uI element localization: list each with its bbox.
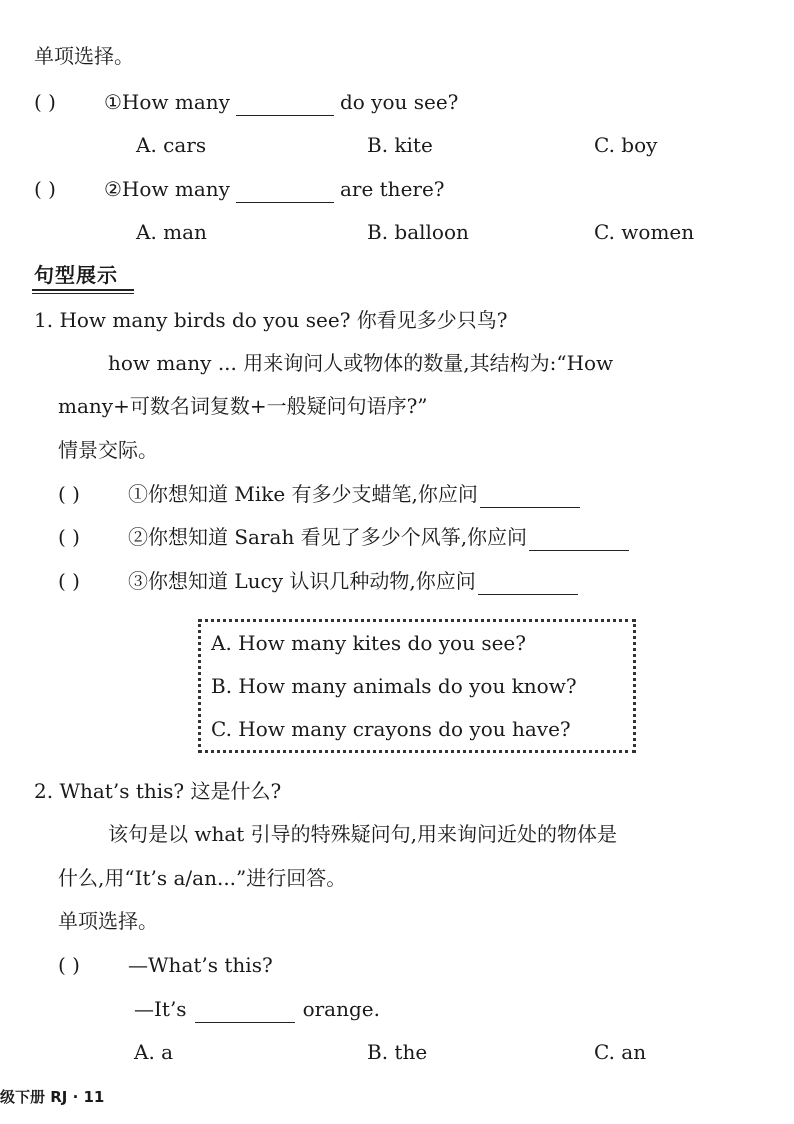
dialogue-line-2-suffix: orange.: [302, 997, 380, 1021]
dialogue-item-text: ③你想知道 Lucy 认识几种动物,你应问: [128, 569, 476, 593]
instruction-single-choice: 单项选择。: [34, 44, 134, 68]
option-a[interactable]: A. cars: [136, 133, 207, 157]
section-heading: 句型展示: [34, 263, 118, 287]
option-b[interactable]: B. kite: [367, 133, 433, 157]
question-1: [34, 88, 458, 116]
answer-blank[interactable]: [529, 530, 629, 551]
question-1-prefix: ①How many: [104, 90, 230, 114]
dialogue-item: [58, 480, 586, 508]
option-a[interactable]: A. a: [134, 1040, 174, 1064]
dialogue-line-2: [134, 995, 380, 1023]
answer-blank[interactable]: [195, 1002, 295, 1023]
answer-blank[interactable]: [236, 182, 334, 203]
dialogue-line-1: —What’s this?: [128, 953, 273, 977]
answer-bracket[interactable]: ( ): [58, 953, 80, 977]
point-2-explanation-line-1: 该句是以 what 引导的特殊疑问句,用来询问近处的物体是: [108, 822, 618, 846]
point-2-explanation-line-2: 什么,用“It’s a/an...”进行回答。: [58, 866, 347, 890]
answer-bracket[interactable]: ( ): [58, 525, 80, 549]
answer-bracket[interactable]: ( ): [34, 90, 56, 114]
question-1-suffix: do you see?: [339, 90, 459, 114]
page-footer: 级下册 RJ · 11: [0, 1088, 105, 1106]
dialogue-item: [58, 523, 635, 551]
answer-blank[interactable]: [480, 487, 580, 508]
point-1-explanation-line-2: many+可数名词复数+一般疑问句语序?”: [58, 394, 428, 418]
point-2-question: [58, 951, 273, 979]
point-2-task: 单项选择。: [58, 909, 158, 933]
dialogue-line-2-prefix: —It’s: [134, 997, 187, 1021]
box-option-b: B. How many animals do you know?: [211, 674, 577, 698]
answer-blank[interactable]: [478, 574, 578, 595]
point-1-explanation-line-1: how many ... 用来询问人或物体的数量,其结构为:“How: [108, 351, 614, 375]
answer-blank[interactable]: [236, 95, 334, 116]
option-c[interactable]: C. boy: [594, 133, 658, 157]
question-2-prefix: ②How many: [104, 177, 230, 201]
answer-bracket[interactable]: ( ): [58, 569, 80, 593]
dialogue-item: [58, 567, 584, 595]
option-c[interactable]: C. women: [594, 220, 695, 244]
question-2: [34, 175, 445, 203]
box-option-c: C. How many crayons do you have?: [211, 717, 571, 741]
point-1-task: 情景交际。: [58, 438, 158, 462]
option-c[interactable]: C. an: [594, 1040, 647, 1064]
answer-bracket[interactable]: ( ): [58, 482, 80, 506]
answer-bracket[interactable]: ( ): [34, 177, 56, 201]
heading-underline: [32, 289, 134, 294]
question-2-suffix: are there?: [339, 177, 445, 201]
box-option-a: A. How many kites do you see?: [211, 631, 526, 655]
option-a[interactable]: A. man: [136, 220, 207, 244]
dialogue-item-text: ②你想知道 Sarah 看见了多少个风筝,你应问: [128, 525, 528, 549]
option-b[interactable]: B. balloon: [367, 220, 469, 244]
point-1-title: 1. How many birds do you see? 你看见多少只鸟?: [34, 308, 508, 332]
option-b[interactable]: B. the: [367, 1040, 428, 1064]
dialogue-item-text: ①你想知道 Mike 有多少支蜡笔,你应问: [128, 482, 478, 506]
point-2-title: 2. What’s this? 这是什么?: [34, 779, 282, 803]
